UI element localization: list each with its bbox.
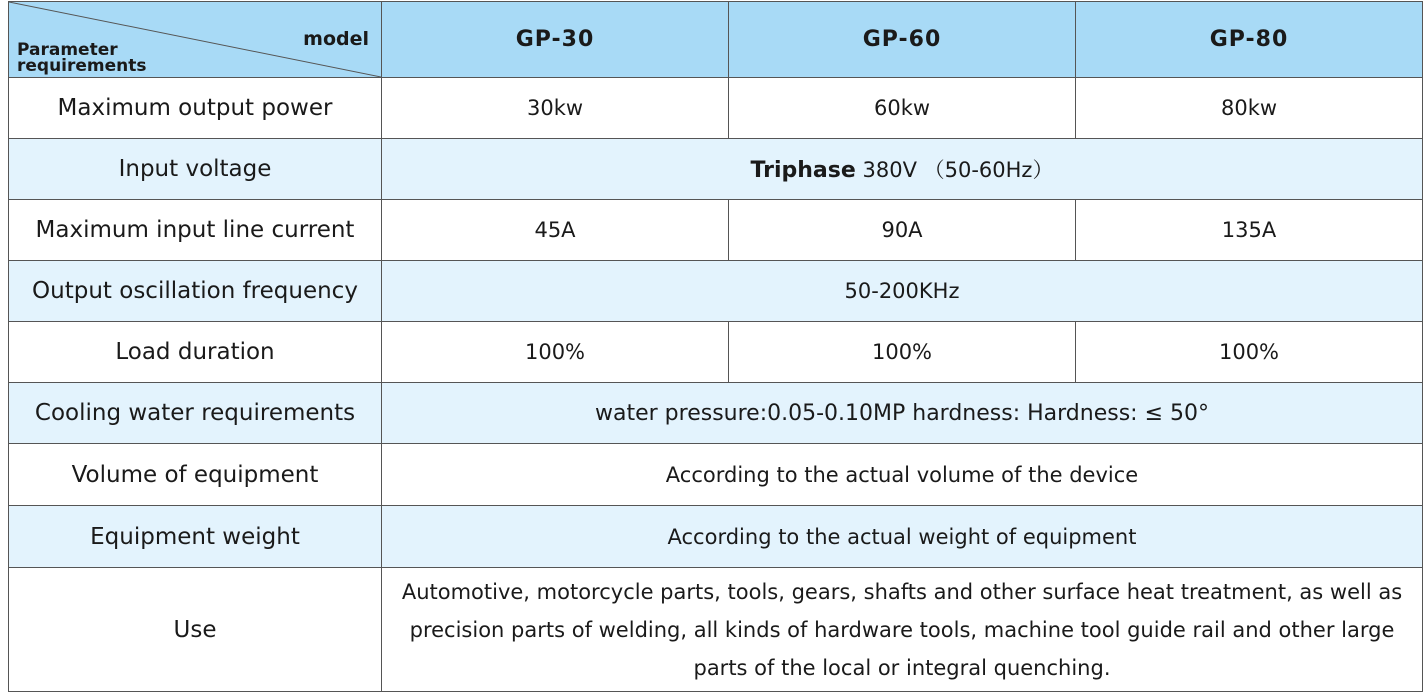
param-label: Volume of equipment — [9, 444, 382, 506]
table-row — [9, 383, 1423, 444]
spec-table — [8, 1, 1423, 692]
table-row — [9, 568, 1423, 692]
param-label: Maximum input line current — [9, 200, 382, 261]
param-label: Output oscillation frequency — [9, 261, 382, 322]
value-cell-span: 50-200KHz — [382, 261, 1423, 322]
corner-header-cell — [9, 2, 382, 78]
value-cell: 80kw — [1076, 78, 1423, 139]
voltage-prefix: Triphase — [750, 158, 856, 183]
param-label: Use — [9, 568, 382, 692]
param-label: Load duration — [9, 322, 382, 383]
model-header-gp30: GP-30 — [382, 2, 729, 78]
value-cell-span: According to the actual volume of the device — [382, 444, 1423, 506]
model-header-gp60: GP-60 — [729, 2, 1076, 78]
corner-model-label: model — [303, 28, 369, 50]
table-row — [9, 444, 1423, 506]
table-row — [9, 200, 1423, 261]
value-cell: 60kw — [729, 78, 1076, 139]
voltage-value: 380V （50-60Hz） — [862, 158, 1054, 182]
value-cell: 135A — [1076, 200, 1423, 261]
table-row — [9, 261, 1423, 322]
value-cell: 100% — [1076, 322, 1423, 383]
value-cell: 100% — [729, 322, 1076, 383]
value-cell: 45A — [382, 200, 729, 261]
corner-parameter-label: Parameter requirements — [17, 40, 147, 76]
value-cell-span: According to the actual weight of equipment — [382, 506, 1423, 568]
use-description: Automotive, motorcycle parts, tools, gears, shafts and other surface heat treatment, as well as precision parts of welding, all kinds of hardware tools, machine tool guide rail and other large parts of the local or integral quenching. — [382, 568, 1423, 692]
value-cell: 90A — [729, 200, 1076, 261]
param-label: Equipment weight — [9, 506, 382, 568]
value-cell-span: water pressure:0.05-0.10MP hardness: Hardness: ≤ 50° — [382, 383, 1423, 444]
table-row — [9, 139, 1423, 200]
param-label: Maximum output power — [9, 78, 382, 139]
value-cell-span — [382, 139, 1423, 200]
param-label: Input voltage — [9, 139, 382, 200]
table-row — [9, 322, 1423, 383]
param-label: Cooling water requirements — [9, 383, 382, 444]
value-cell: 100% — [382, 322, 729, 383]
model-header-gp80: GP-80 — [1076, 2, 1423, 78]
value-cell: 30kw — [382, 78, 729, 139]
table-row — [9, 506, 1423, 568]
table-row — [9, 78, 1423, 139]
header-row — [9, 2, 1423, 78]
